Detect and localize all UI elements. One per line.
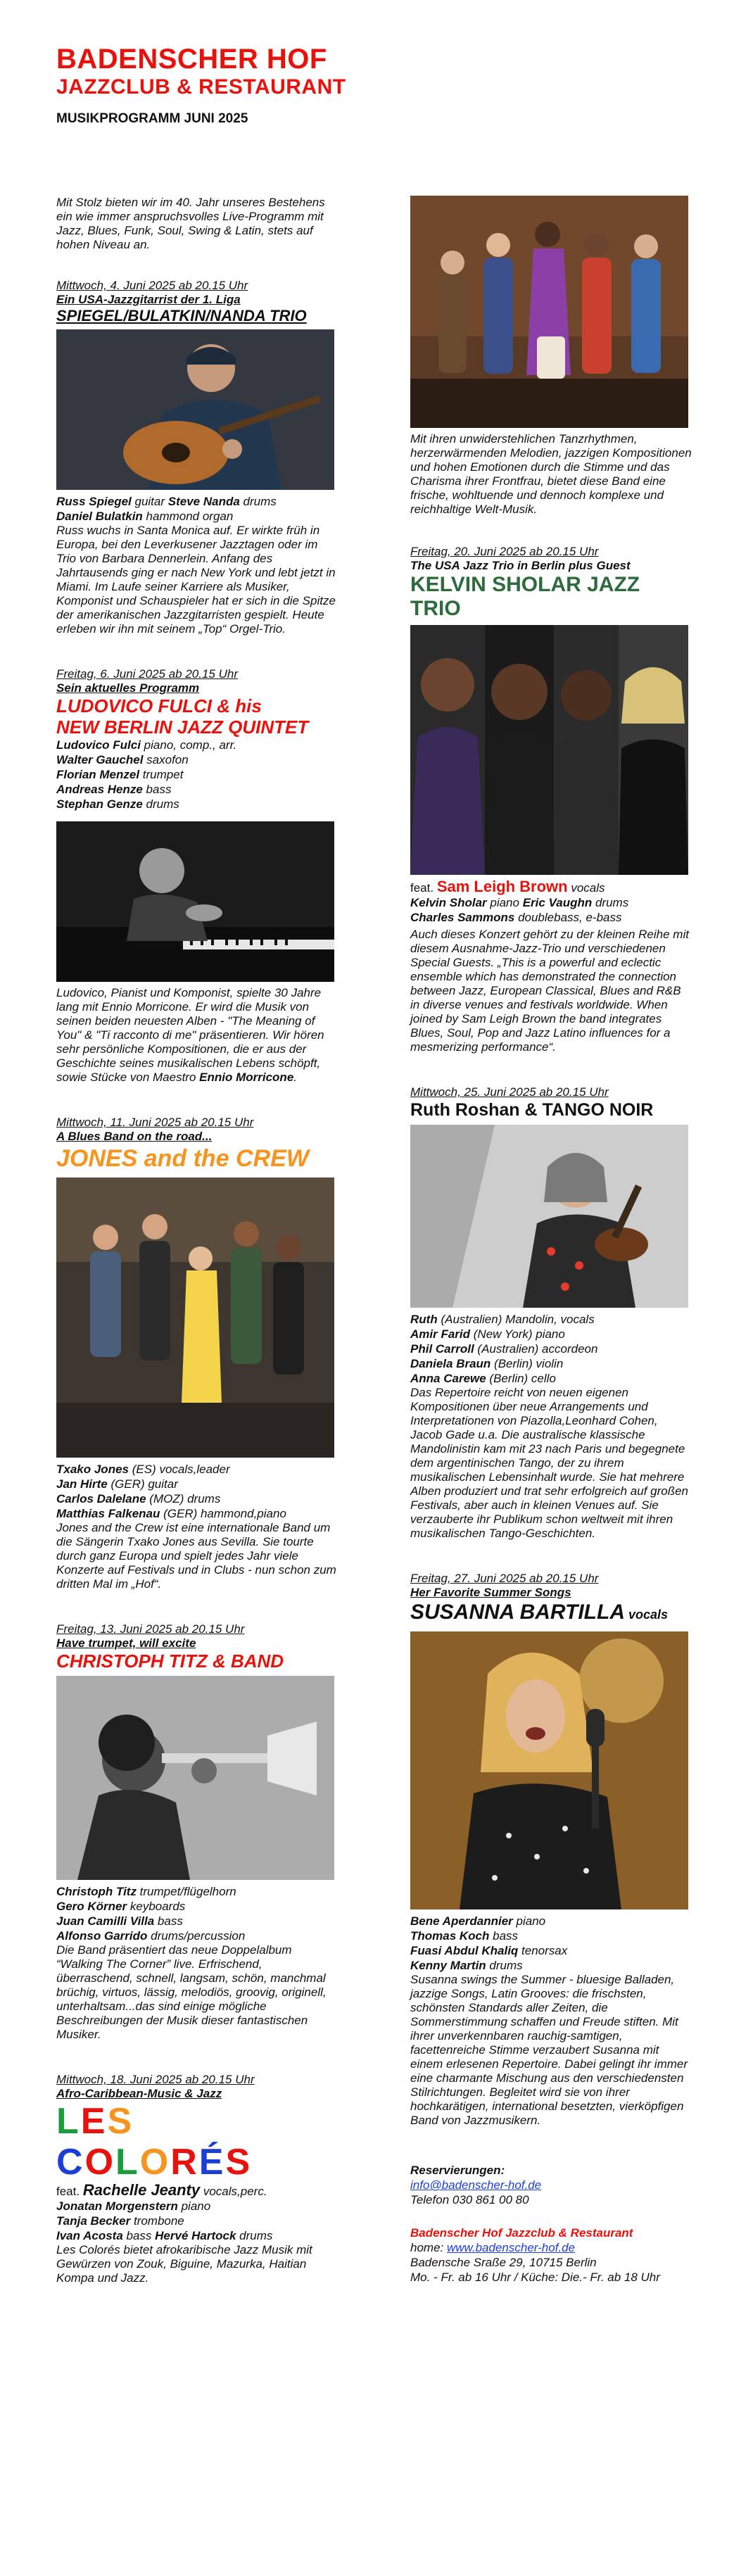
member-name: Jan Hirte xyxy=(56,1477,108,1491)
event-headline-line2: NEW BERLIN JAZZ QUINTET xyxy=(56,716,309,738)
event-headline: CHRISTOPH TITZ & BAND xyxy=(56,1650,284,1672)
member-name: Bene Aperdannier xyxy=(410,1914,513,1928)
member-instrument: (Australien) accordeon xyxy=(474,1342,598,1356)
member-line xyxy=(410,1371,692,1386)
member-name: Kelvin Sholar xyxy=(410,896,487,909)
feat-line xyxy=(410,879,692,895)
event-description: Susanna swings the Summer - bluesige Balladen, jazzige Songs, Latin Grooves: die frischsten, schönsten Standards aller Zeiten, die Sommerstimmung schaffen und Freude stiften. Mit ihrer unverkennbaren rauchig-samtigen, facettenreiche Stimme verzaubert Susanna mit einem erlesenen Repertoire. Dabei gelingt ihr immer eine charmante Mischung aus den verschiedensten Stilrichtungen. Begleitet wird sie von ihrer hochkarätigen, international besetzten, vierköpfigen Band von Jazzmusikern. xyxy=(410,1973,688,2127)
member-line xyxy=(410,1914,692,1928)
event-description xyxy=(56,986,338,1085)
member-instrument: drums/percussion xyxy=(147,1929,246,1943)
headline-instrument: vocals xyxy=(625,1608,669,1622)
member-instrument: drums xyxy=(236,2229,273,2242)
member-name: Thomas Koch xyxy=(410,1929,490,1943)
member-name: Ruth xyxy=(410,1313,438,1326)
member-instrument: piano, comp., arr. xyxy=(140,738,237,752)
reservations xyxy=(410,2163,692,2285)
event-subtitle: The USA Jazz Trio in Berlin plus Guest xyxy=(410,559,631,572)
headline-name: SUSANNA BARTILLA xyxy=(410,1600,625,1624)
member-name: Hervé Hartock xyxy=(155,2229,236,2242)
page-header xyxy=(56,44,346,128)
event-date: Freitag, 20. Juni 2025 ab 20.15 Uhr xyxy=(410,545,599,558)
event-description: Russ wuchs in Santa Monica auf. Er wirkte früh in Europa, bei den Leverkusener Jazztagen oder im Trio von Barbara Dennerlein. Anfang des Jahrtausends ging er nach New York und lebt jetzt in Miami. Im Laufe seiner Karriere als Musiker, Komponist und Schauspieler hat er sich in die Spitze der amerikanischen Jazzgitarristen gespielt. Heute erleben wir ihn mit seinem „Top“ Orgel-Trio. xyxy=(56,524,336,636)
description-text: Ludovico, Pianist und Komponist, spielte 30 Jahre lang mit Ennio Morricone. Er wird die Musik von seinen beiden neuesten Alben - "The Meaning of You" & "Ti racconto di me" präsentieren. Wir hören sehr persönliche Kompositionen, die er aus der Geschichte seines musikalischen Lebens schöpft, sowie Stücke von Maestro xyxy=(56,986,324,1084)
left-column xyxy=(56,196,338,2285)
member-line xyxy=(56,782,338,797)
member-instrument: saxofon xyxy=(143,753,189,766)
event-date: Freitag, 6. Juni 2025 ab 20.15 Uhr xyxy=(56,667,238,681)
event-subtitle: Have trumpet, will excite xyxy=(56,1636,196,1650)
member-line xyxy=(410,1928,692,1943)
member-line xyxy=(56,752,338,767)
member-instrument: (MOZ) drums xyxy=(146,1492,221,1505)
member-instrument: piano xyxy=(486,896,523,909)
member-instrument: doublebass, e-bass xyxy=(514,911,622,924)
intro-text: Mit Stolz bieten wir im 40. Jahr unseres Bestehens ein wie immer anspruchsvolles Live-Programm mit Jazz, Blues, Funk, Soul, Swing & Latin, stets auf hohen Niveau an. xyxy=(56,196,325,251)
lineup xyxy=(56,2199,338,2243)
logo-letter: O xyxy=(139,2142,171,2183)
event-description: Die Band präsentiert das neue Doppelalbum “Walking The Corner” live. Erfrischend, überraschend, schnell, langsam, schön, manchmal brüchig, virtuos, lässig, melodiös, groovig, originell, unterhaltsam...das sind einige mögliche Beschreibungen der Musik dieser fantastischen Musiker. xyxy=(56,1943,327,2041)
member-name: Txako Jones xyxy=(56,1463,129,1476)
member-name: Ludovico Fulci xyxy=(56,738,141,752)
home-label: home: xyxy=(410,2241,447,2254)
member-line xyxy=(56,2199,338,2214)
program-title: MUSIKPROGRAMM JUNI 2025 xyxy=(56,111,248,126)
event-spiegel xyxy=(56,279,338,636)
logo-letter: E xyxy=(80,2101,108,2142)
photo-pianist xyxy=(56,821,338,982)
event-headline: LUDOVICO FULCI & his xyxy=(56,695,262,716)
event-subtitle: Her Favorite Summer Songs xyxy=(410,1586,571,1599)
lineup xyxy=(410,1312,692,1386)
page-subtitle: JAZZCLUB & RESTAURANT xyxy=(56,75,346,99)
venue-name: Badenscher Hof Jazzclub & Restaurant xyxy=(410,2226,633,2240)
logo-letter: É xyxy=(198,2142,226,2183)
event-subtitle: A Blues Band on the road... xyxy=(56,1130,213,1143)
address: Badensche Sraße 29, 10715 Berlin xyxy=(410,2256,597,2269)
event-lescolores xyxy=(56,2073,338,2285)
lineup xyxy=(56,494,338,524)
page-title: BADENSCHER HOF xyxy=(56,44,327,75)
member-name: Carlos Dalelane xyxy=(56,1492,146,1505)
feat-instrument: vocals,perc. xyxy=(200,2185,267,2198)
event-description: Jones and the Crew ist eine internationale Band um die Sängerin Txako Jones aus Sevilla. Sie tourte durch ganz Europa und spielt jedes Jahr viele Konzerte auf Festivals und in Clubs - nun schon zum dritten Mal im „Hof“. xyxy=(56,1521,336,1591)
member-instrument: drums xyxy=(592,896,629,909)
member-line xyxy=(410,1312,692,1327)
logo-letter: R xyxy=(170,2142,199,2183)
logo-letter: O xyxy=(84,2142,116,2183)
member-line xyxy=(56,1914,338,1928)
member-name: Ivan Acosta xyxy=(56,2229,123,2242)
member-name: Russ Spiegel xyxy=(56,495,132,508)
event-description: Auch dieses Konzert gehört zu der kleinen Reihe mit diesem Ausnahme-Jazz-Trio und verschiedenen Special Guests. „This is a powerful and eclectic ensemble which has demonstrated the connection between Jazz, European Classical, Blues and R&B in diverse venues and festivals worldwide. When joined by Sam Leigh Brown the band integrates Blues, Soul, Pop and Jazz Latino influences for a mesmerizing performance“. xyxy=(410,928,689,1054)
logo-letter: L xyxy=(115,2142,140,2183)
member-line xyxy=(56,1462,338,1477)
event-date: Mittwoch, 11. Juni 2025 ab 20.15 Uhr xyxy=(56,1116,254,1129)
lineup xyxy=(56,1884,338,1943)
event-headline: SPIEGEL/BULATKIN/NANDA TRIO xyxy=(56,307,307,324)
event-subtitle: Sein aktuelles Programm xyxy=(56,681,200,695)
photo-mandolinist xyxy=(410,1125,692,1308)
event-jones xyxy=(56,1116,338,1591)
lineup xyxy=(410,895,692,925)
member-instrument: piano xyxy=(177,2199,211,2213)
event-date: Freitag, 27. Juni 2025 ab 20.15 Uhr xyxy=(410,1572,599,1585)
member-line xyxy=(56,1899,338,1914)
lineup xyxy=(56,738,338,812)
event-description: Les Colorés bietet afrokaribische Jazz Musik mit Gewürzen von Zouk, Biguine, Mazurka, Haitian Kompa und Jazz. xyxy=(56,2243,312,2285)
member-instrument: bass xyxy=(489,1929,519,1943)
member-instrument: tenorsax xyxy=(518,1944,568,1957)
member-instrument: (Australien) Mandolin, vocals xyxy=(437,1313,595,1326)
member-name: Juan Camilli Villa xyxy=(56,1914,155,1928)
logo-letter: C xyxy=(56,2142,85,2183)
member-line xyxy=(410,1943,692,1958)
photo-singer xyxy=(410,1631,692,1909)
member-instrument: (Berlin) cello xyxy=(486,1372,556,1385)
event-titz xyxy=(56,1622,338,2042)
member-name: Tanja Becker xyxy=(56,2214,131,2228)
member-instrument: keyboards xyxy=(127,1900,186,1913)
member-name: Daniela Braun xyxy=(410,1357,491,1370)
event-sholar xyxy=(410,545,692,1054)
member-line xyxy=(410,1958,692,1973)
phone: Telefon 030 861 00 80 xyxy=(410,2193,529,2206)
member-instrument: drums xyxy=(239,495,277,508)
member-name: Florian Menzel xyxy=(56,768,140,781)
member-name: Christoph Titz xyxy=(56,1885,137,1898)
member-instrument: (ES) vocals,leader xyxy=(129,1463,230,1476)
logo-letter: S xyxy=(107,2101,134,2142)
member-name: Phil Carroll xyxy=(410,1342,474,1356)
member-line xyxy=(56,797,338,812)
member-instrument: (GER) hammond,piano xyxy=(160,1507,286,1520)
member-instrument: (Berlin) violin xyxy=(491,1357,564,1370)
event-lescolores-cont xyxy=(410,196,692,517)
member-name: Eric Vaughn xyxy=(522,896,593,909)
reservations-label: Reservierungen: xyxy=(410,2164,505,2177)
member-name: Fuasi Abdul Khaliq xyxy=(410,1944,519,1957)
feat-instrument: vocals xyxy=(567,881,605,895)
member-line xyxy=(410,1341,692,1356)
member-line xyxy=(56,1491,338,1506)
photo-trumpeter xyxy=(56,1676,338,1880)
event-roshan xyxy=(410,1085,692,1541)
member-line xyxy=(56,2214,338,2228)
lineup xyxy=(56,1462,338,1521)
event-date: Mittwoch, 4. Juni 2025 ab 20.15 Uhr xyxy=(56,279,248,292)
right-column xyxy=(410,196,692,2285)
member-instrument: bass xyxy=(142,783,172,796)
member-name: Stephan Genze xyxy=(56,797,143,811)
photo-band-sholar xyxy=(410,625,692,875)
opening-hours: Mo. - Fr. ab 16 Uhr / Küche: Die.- Fr. ab 18 Uhr xyxy=(410,2271,660,2284)
member-instrument: (New York) piano xyxy=(470,1327,565,1341)
highlight-name: Ennio Morricone xyxy=(199,1071,294,1084)
event-headline-logo xyxy=(56,2101,338,2183)
member-name: Walter Gauchel xyxy=(56,753,144,766)
member-line xyxy=(410,1327,692,1341)
member-name: Steve Nanda xyxy=(167,495,240,508)
description-end: . xyxy=(293,1071,298,1084)
event-headline: KELVIN SHOLAR JAZZ TRIO xyxy=(410,573,640,620)
homepage-line xyxy=(410,2240,692,2255)
member-line xyxy=(410,1356,692,1371)
member-instrument: (GER) guitar xyxy=(107,1477,178,1491)
event-description: Mit ihren unwiderstehlichen Tanzrhythmen, herzerwärmenden Melodien, jazzigen Kompositionen und hohen Emotionen durch die Stimme und das Charisma ihrer Frontfrau, bietet diese Band eine frische, wohltuende und dennoch komplexe und reichhaltige Welt-Musik. xyxy=(410,432,692,516)
member-name: Matthias Falkenau xyxy=(56,1507,160,1520)
member-line xyxy=(56,1884,338,1899)
feat-label: feat. xyxy=(410,881,437,895)
member-line xyxy=(56,767,338,782)
email-link[interactable]: info@badenscher-hof.de xyxy=(410,2178,542,2192)
member-line xyxy=(56,2228,338,2243)
feat-line xyxy=(56,2183,338,2199)
member-name: Jonatan Morgenstern xyxy=(56,2199,178,2213)
event-date: Freitag, 13. Juni 2025 ab 20.15 Uhr xyxy=(56,1622,245,1636)
feat-name: Rachelle Jeanty xyxy=(82,2181,201,2199)
member-name: Gero Körner xyxy=(56,1900,127,1913)
member-instrument: bass xyxy=(154,1914,183,1928)
member-line xyxy=(56,1477,338,1491)
member-line xyxy=(56,1928,338,1943)
member-instrument: drums xyxy=(486,1959,523,1972)
member-line xyxy=(56,1506,338,1521)
event-headline: Ruth Roshan & TANGO NOIR xyxy=(410,1100,654,1120)
event-subtitle: Afro-Caribbean-Music & Jazz xyxy=(56,2087,222,2100)
event-fulci xyxy=(56,667,338,1085)
lineup xyxy=(410,1914,692,1973)
event-date: Mittwoch, 18. Juni 2025 ab 20.15 Uhr xyxy=(56,2073,255,2086)
photo-band-lescolores xyxy=(410,196,692,428)
photo-guitarist xyxy=(56,329,338,490)
member-instrument: hammond organ xyxy=(142,510,234,523)
member-line xyxy=(56,738,338,752)
member-instrument: trumpet xyxy=(139,768,184,781)
member-instrument: guitar xyxy=(131,495,168,508)
member-name: Daniel Bulatkin xyxy=(56,510,143,523)
event-subtitle: Ein USA-Jazzgitarrist der 1. Liga xyxy=(56,293,241,306)
member-instrument: trumpet/flügelhorn xyxy=(136,1885,236,1898)
member-instrument: trombone xyxy=(130,2214,184,2228)
event-bartilla xyxy=(410,1572,692,2128)
member-name: Charles Sammons xyxy=(410,911,515,924)
event-headline xyxy=(410,1600,692,1627)
feat-name: Sam Leigh Brown xyxy=(436,878,568,895)
member-instrument: bass xyxy=(122,2229,156,2242)
member-name: Alfonso Garrido xyxy=(56,1929,148,1943)
logo-letter: L xyxy=(56,2101,81,2142)
feat-label: feat. xyxy=(56,2185,83,2198)
event-headline: JONES and the CREW xyxy=(56,1145,309,1172)
event-description: Das Repertoire reicht von neuen eigenen Kompositionen über neue Arrangements und Interpretationen von Piazolla,Leonhard Cohen, Jacob Gade u.a. Die australische klassische Mandolinistin kam mit 23 nach Paris und begegnete dem argentinischen Tango, der zu ihrem musikalischen Lebensinhalt wurde. Sie hat mehrere Alben produziert und trat sehr erfolgreich auf großen Festivals, aber auch in kleinen Venues auf. Sie verzauberte ihr Publikum schon weltweit mit ihren musikalischen Tango-Geschichten. xyxy=(410,1386,689,1540)
member-instrument: piano xyxy=(512,1914,546,1928)
homepage-link[interactable]: www.badenscher-hof.de xyxy=(446,2241,576,2254)
member-name: Anna Carewe xyxy=(410,1372,486,1385)
member-name: Andreas Henze xyxy=(56,783,143,796)
logo-letter: S xyxy=(225,2142,253,2183)
member-name: Amir Farid xyxy=(410,1327,471,1341)
member-name: Kenny Martin xyxy=(410,1959,486,1972)
event-date: Mittwoch, 25. Juni 2025 ab 20.15 Uhr xyxy=(410,1085,609,1099)
photo-band-jones xyxy=(56,1177,338,1458)
member-instrument: drums xyxy=(142,797,179,811)
